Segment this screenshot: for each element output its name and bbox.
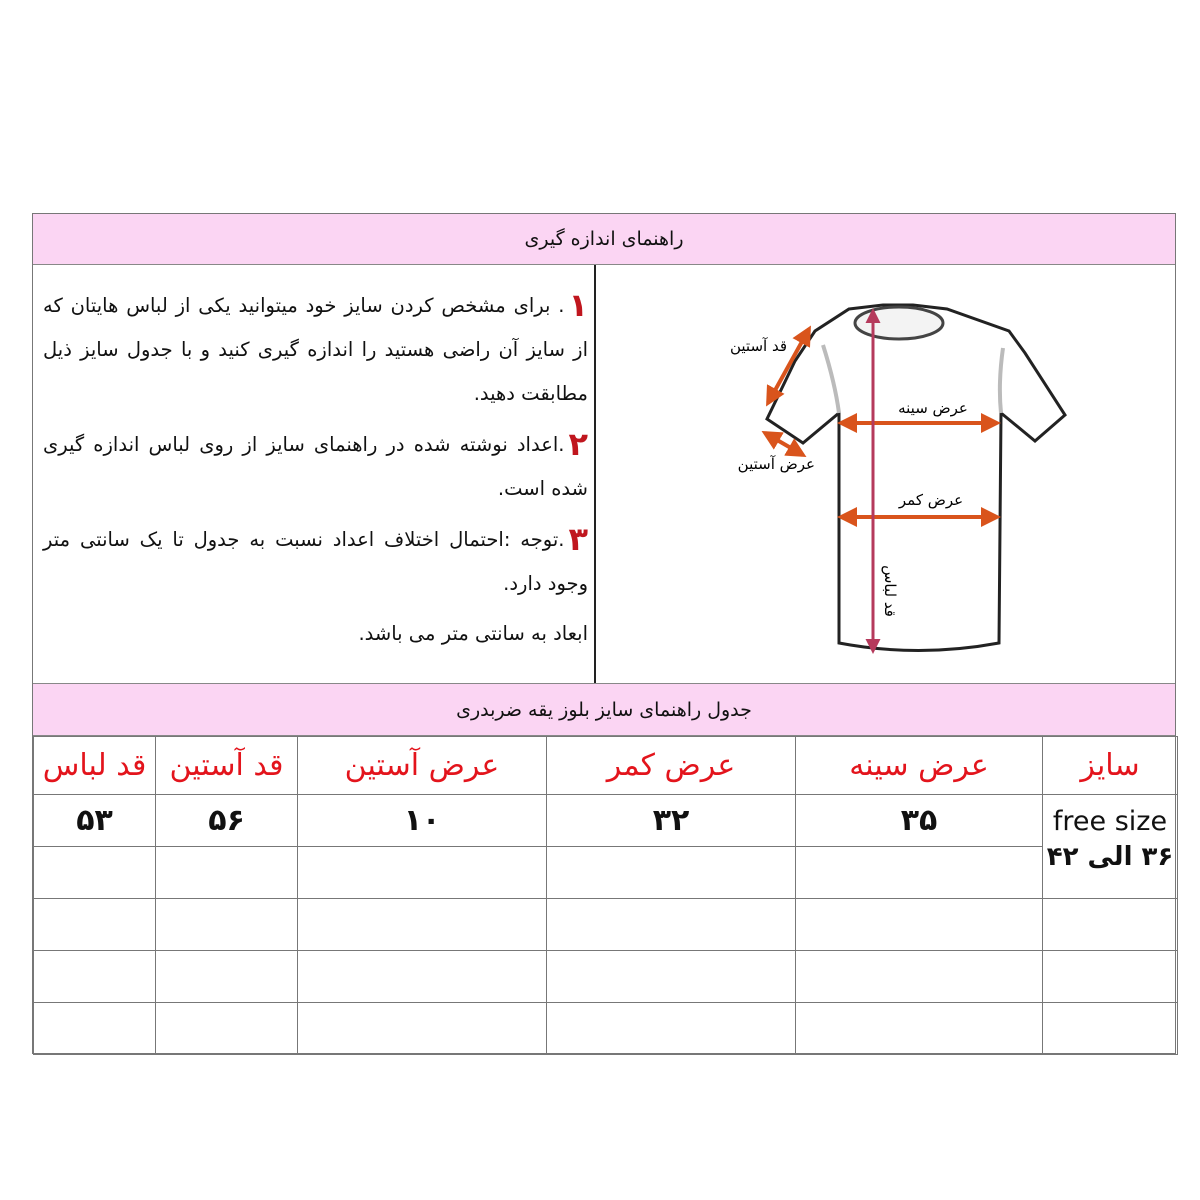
table-cell xyxy=(547,951,796,1003)
table-cell xyxy=(34,1003,156,1055)
tshirt-diagram xyxy=(663,273,1083,673)
instruction-3-text: .توجه :احتمال اختلاف اعداد نسبت به جدول تا یک سانتی متر وجود دارد. xyxy=(43,528,588,595)
instruction-1-number: ۱ xyxy=(568,286,588,324)
cell-sleeve-length: ۵۶ xyxy=(156,795,298,847)
header-size: سایز xyxy=(1043,737,1178,795)
table-cell xyxy=(796,899,1043,951)
guide-divider xyxy=(594,265,596,683)
size-name: free size xyxy=(1052,806,1168,837)
table-cell xyxy=(298,1003,547,1055)
tshirt-outline xyxy=(767,305,1065,651)
size-guide-frame xyxy=(32,213,1176,1054)
instruction-2-text: .اعداد نوشته شده در راهنمای سایز از روی لباس اندازه گیری شده است. xyxy=(43,433,588,500)
table-cell xyxy=(1043,899,1178,951)
label-chest-width: عرض سینه xyxy=(898,399,968,417)
label-garment-length: قد لباس xyxy=(881,565,899,617)
tshirt-illustration xyxy=(663,273,1083,673)
label-sleeve-length: قد آستین xyxy=(729,337,787,355)
table-cell xyxy=(298,847,547,899)
table-cell xyxy=(156,899,298,951)
guide-section xyxy=(33,265,1175,683)
table-cell xyxy=(298,951,547,1003)
cell-size xyxy=(1043,795,1178,899)
cell-waist: ۳۲ xyxy=(547,795,796,847)
size-range: ۳۶ الی ۴۲ xyxy=(1046,842,1174,872)
table-cell xyxy=(796,847,1043,899)
cell-sleeve-width: ۱۰ xyxy=(298,795,547,847)
table-cell xyxy=(34,899,156,951)
label-sleeve-width: عرض آستین xyxy=(737,455,815,473)
table-cell xyxy=(547,899,796,951)
table-row xyxy=(34,951,1178,1003)
instruction-1 xyxy=(43,283,588,416)
table-cell xyxy=(547,847,796,899)
instruction-2-number: ۲ xyxy=(568,425,588,463)
table-cell xyxy=(156,1003,298,1055)
table-cell xyxy=(796,1003,1043,1055)
instruction-3 xyxy=(43,517,588,606)
table-cell xyxy=(156,847,298,899)
size-table xyxy=(33,736,1178,1055)
cell-chest: ۳۵ xyxy=(796,795,1043,847)
table-cell xyxy=(34,951,156,1003)
header-waist: عرض کمر xyxy=(547,737,796,795)
guide-instructions xyxy=(43,283,588,662)
header-sleeve-width: عرض آستین xyxy=(298,737,547,795)
table-cell xyxy=(1043,1003,1178,1055)
instruction-3-number: ۳ xyxy=(568,520,588,558)
table-row xyxy=(34,899,1178,951)
table-cell xyxy=(298,899,547,951)
table-row xyxy=(34,795,1178,847)
table-cell xyxy=(796,951,1043,1003)
table-row xyxy=(34,847,1178,899)
size-table-title: جدول راهنمای سایز بلوز یقه ضربدری xyxy=(33,683,1175,736)
table-cell xyxy=(547,1003,796,1055)
table-cell xyxy=(1043,951,1178,1003)
guide-title: راهنمای اندازه گیری xyxy=(33,214,1175,265)
instruction-2 xyxy=(43,422,588,511)
table-row xyxy=(34,1003,1178,1055)
units-note: ابعاد به سانتی متر می باشد. xyxy=(358,622,588,645)
header-chest: عرض سینه xyxy=(796,737,1043,795)
table-cell xyxy=(156,951,298,1003)
cell-length: ۵۳ xyxy=(34,795,156,847)
size-table-header-row xyxy=(34,737,1178,795)
header-length: قد لباس xyxy=(34,737,156,795)
header-sleeve-length: قد آستین xyxy=(156,737,298,795)
instruction-1-text: . برای مشخص کردن سایز خود میتوانید یکی از لباس هایتان که از سایز آن راضی هستید را اندازه گیری کنید و با جدول سایز ذیل مطابقت دهید. xyxy=(43,294,588,405)
label-waist-width: عرض کمر xyxy=(898,491,964,509)
table-cell xyxy=(34,847,156,899)
tshirt-collar xyxy=(855,307,943,339)
